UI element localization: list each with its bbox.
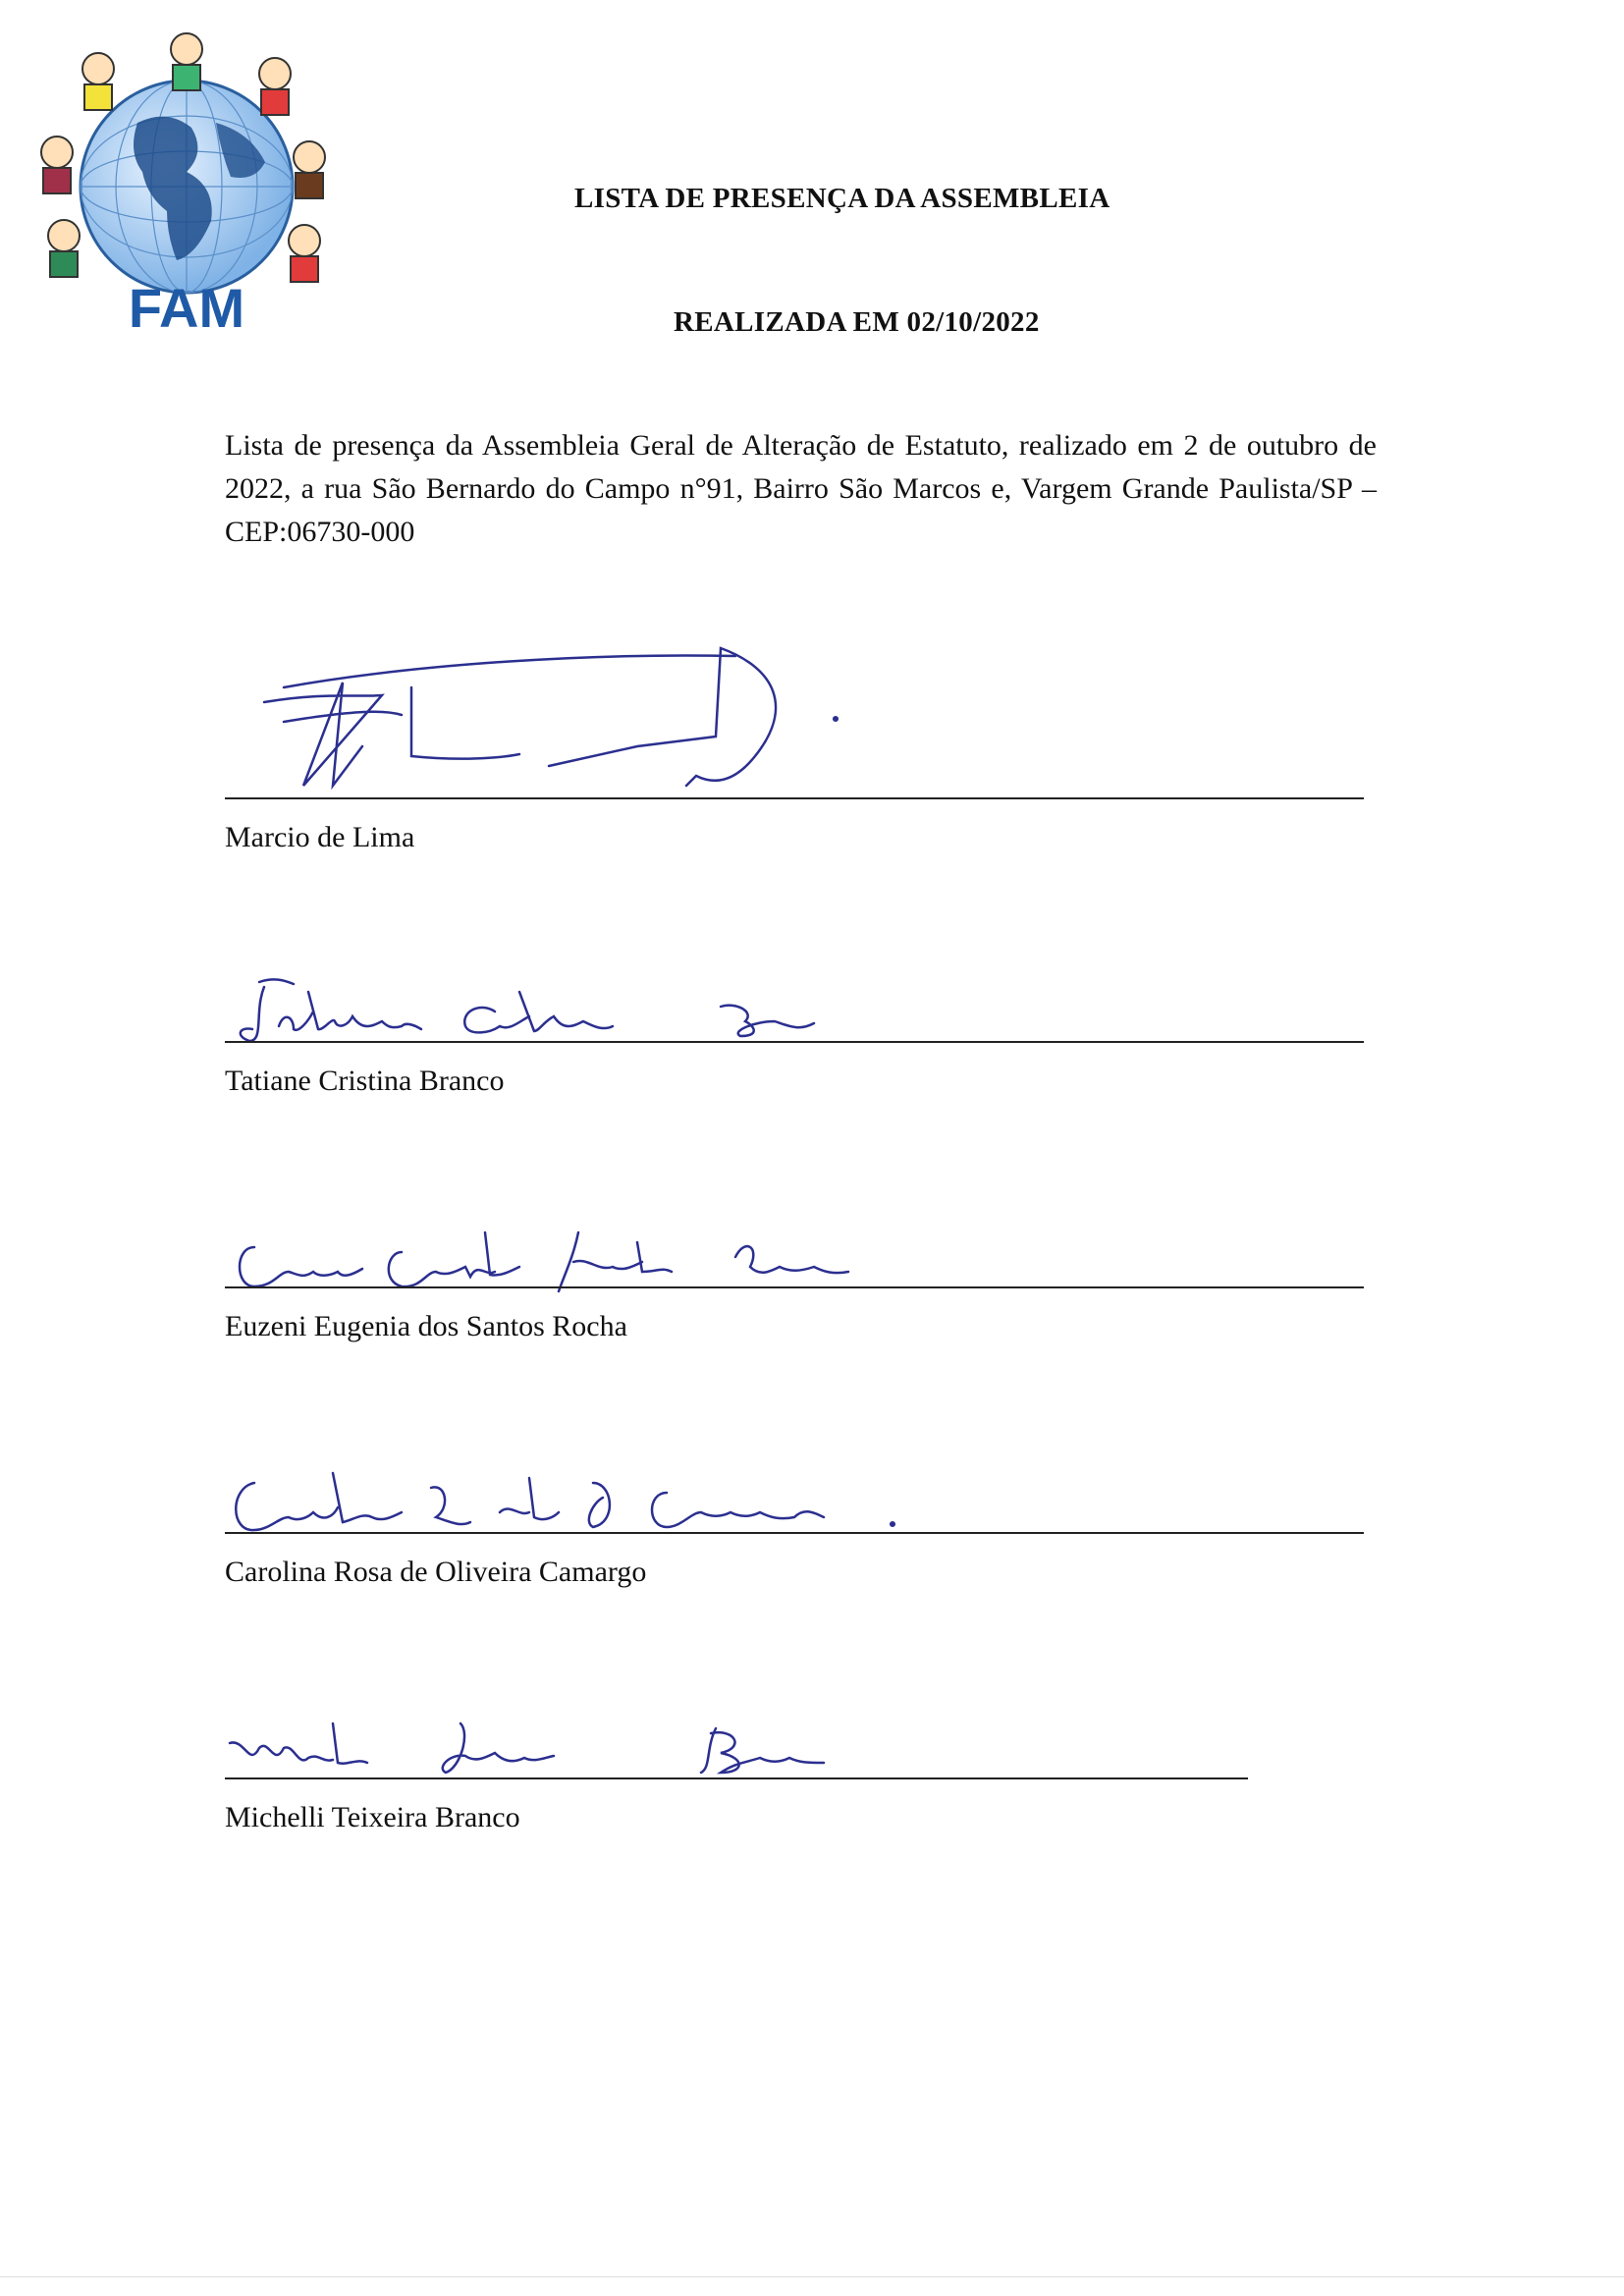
signature-3	[225, 1218, 932, 1296]
signature-line-1	[225, 797, 1364, 799]
signatory-name-5: Michelli Teixeira Branco	[225, 1801, 520, 1833]
document-subtitle: REALIZADA EM 02/10/2022	[674, 306, 1040, 338]
signature-4	[225, 1463, 951, 1542]
signature-5	[225, 1709, 932, 1787]
signature-line-5	[225, 1777, 1248, 1779]
signature-1	[225, 629, 912, 805]
fam-logo	[20, 15, 353, 339]
signature-line-4	[225, 1532, 1364, 1534]
intro-paragraph: Lista de presença da Assembleia Geral de Alteração de Estatuto, realizado em 2 de outubro de 2022, a rua São Bernardo do Campo n°91, Bairro São Marcos e, Vargem Grande Paulista/SP – CEP:06730-000	[225, 429, 1377, 548]
signature-line-2	[225, 1041, 1364, 1043]
signatory-name-4: Carolina Rosa de Oliveira Camargo	[225, 1556, 647, 1588]
signature-2	[225, 972, 912, 1051]
signature-line-3	[225, 1286, 1364, 1288]
document-title: LISTA DE PRESENÇA DA ASSEMBLEIA	[574, 183, 1110, 214]
page-bottom-edge	[0, 2276, 1624, 2277]
signatory-name-2: Tatiane Cristina Branco	[225, 1065, 505, 1097]
signatory-name-3: Euzeni Eugenia dos Santos Rocha	[225, 1310, 627, 1342]
signatory-name-1: Marcio de Lima	[225, 821, 415, 853]
logo-text: FAM	[128, 277, 245, 339]
